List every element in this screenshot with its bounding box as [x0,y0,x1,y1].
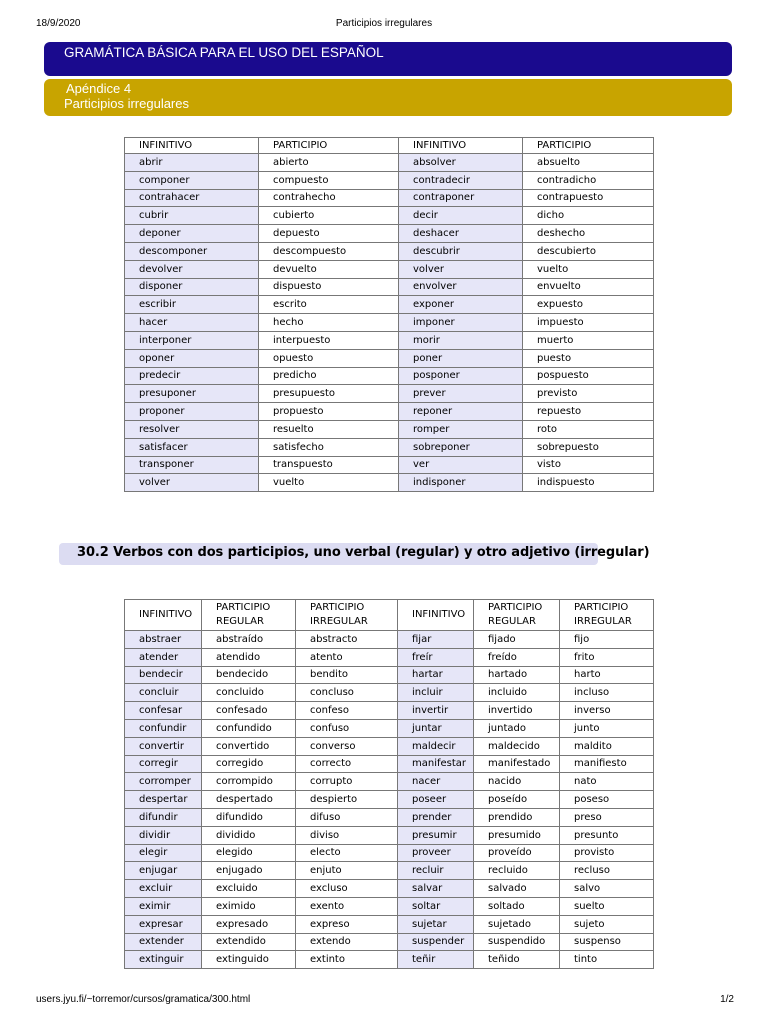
table-row [125,933,654,951]
table-cell: puesto [523,349,654,367]
table-row [125,189,654,207]
table-row [125,171,654,189]
table-cell: abierto [259,154,399,172]
table-cell: enjugar [125,862,202,880]
table-cell: descubierto [523,242,654,260]
table-cell: convertir [125,737,202,755]
table-cell: visto [523,456,654,474]
table-cell: corrompido [202,773,296,791]
table-cell: reponer [399,403,523,421]
column-header [125,138,259,154]
appendix-banner [44,79,732,116]
table-cell: recluso [560,862,654,880]
table-cell: oponer [125,349,259,367]
table-cell: concluso [296,684,398,702]
table-cell: sujeto [560,915,654,933]
section-heading-text: 30.2 Verbos con dos participios, uno verbal (regular) y otro adjetivo (irregular) [77,545,650,560]
table-cell: harto [560,666,654,684]
table-cell: correcto [296,755,398,773]
table-cell: corregir [125,755,202,773]
column-header-text: INFINITIVO [139,140,193,151]
table-cell: recluir [398,862,474,880]
table-cell: extendo [296,933,398,951]
table-cell: depuesto [259,225,399,243]
table-cell: manifestado [474,755,560,773]
table-cell: sujetado [474,915,560,933]
table-cell: excluso [296,880,398,898]
table-cell: poseso [560,791,654,809]
table-cell: morir [399,331,523,349]
table-cell: deshacer [399,225,523,243]
table-row [125,808,654,826]
table-cell: ver [399,456,523,474]
table-cell: deshecho [523,225,654,243]
table-cell: freído [474,648,560,666]
table-cell: elegir [125,844,202,862]
appendix-number: Apéndice 4 [66,81,132,96]
table-row [125,225,654,243]
table-row [125,862,654,880]
table-cell: suspendido [474,933,560,951]
table-cell: concluido [202,684,296,702]
table-cell: sujetar [398,915,474,933]
table-cell: eximido [202,897,296,915]
column-header-text: PARTICIPIO [574,602,629,613]
table-cell: confesado [202,702,296,720]
print-title: Participios irregulares [335,18,433,29]
table-cell: soltar [398,897,474,915]
table-cell: juntado [474,719,560,737]
table-cell: poseído [474,791,560,809]
double-participles-table [124,599,654,969]
table-cell: disponer [125,278,259,296]
print-header [0,18,768,32]
table-cell: contrahecho [259,189,399,207]
table-cell: enjuto [296,862,398,880]
column-header-text: IRREGULAR [310,616,368,627]
table-cell: suspenso [560,933,654,951]
irregular-participles-table [124,137,654,492]
table-cell: hartado [474,666,560,684]
table-cell: teñido [474,951,560,969]
column-header-text: PARTICIPIO [537,140,592,151]
table-cell: dicho [523,207,654,225]
table-row [125,296,654,314]
table-cell: indispuesto [523,474,654,492]
table-cell: preso [560,808,654,826]
table-row [125,367,654,385]
table-header-row [125,138,654,154]
table-row [125,915,654,933]
table-cell: interpuesto [259,331,399,349]
table-cell: invertir [398,702,474,720]
table-cell: escrito [259,296,399,314]
table-cell: confuso [296,719,398,737]
table-cell: devolver [125,260,259,278]
column-header-text: REGULAR [216,616,264,627]
table-cell: indisponer [399,474,523,492]
table-row [125,897,654,915]
table-cell: maldito [560,737,654,755]
table-cell: maldecido [474,737,560,755]
table-cell: muerto [523,331,654,349]
table-cell: suspender [398,933,474,951]
column-header [474,600,560,631]
table-row [125,826,654,844]
table-cell: satisfecho [259,438,399,456]
table-cell: contraponer [399,189,523,207]
table-cell: proveer [398,844,474,862]
column-header-text: INFINITIVO [139,609,193,620]
table-row [125,420,654,438]
table-cell: imponer [399,314,523,332]
book-title-banner [44,42,732,76]
table-cell: opuesto [259,349,399,367]
table-cell: enjugado [202,862,296,880]
table-cell: descubrir [399,242,523,260]
table-row [125,154,654,172]
table-row [125,278,654,296]
table-cell: nacer [398,773,474,791]
table-cell: despertado [202,791,296,809]
table-cell: abrir [125,154,259,172]
column-header [399,138,523,154]
table-row [125,474,654,492]
table-cell: vuelto [523,260,654,278]
table-cell: cubierto [259,207,399,225]
table-row [125,331,654,349]
table-row [125,791,654,809]
table-cell: incluir [398,684,474,702]
table-cell: difundido [202,808,296,826]
table-cell: salvar [398,880,474,898]
table-cell: recluido [474,862,560,880]
table-cell: resuelto [259,420,399,438]
column-header-text: PARTICIPIO [216,602,271,613]
table-cell: confesar [125,702,202,720]
table-cell: incluido [474,684,560,702]
table-row [125,631,654,649]
table-cell: atendido [202,648,296,666]
table-cell: eximir [125,897,202,915]
table-row [125,755,654,773]
column-header [125,600,202,631]
table-cell: bendecir [125,666,202,684]
table-cell: excluir [125,880,202,898]
table-cell: presumido [474,826,560,844]
table-cell: volver [125,474,259,492]
table-cell: electo [296,844,398,862]
table-cell: poner [399,349,523,367]
table-cell: envuelto [523,278,654,296]
table-cell: excluido [202,880,296,898]
column-header-text: IRREGULAR [574,616,632,627]
table-cell: despertar [125,791,202,809]
table-cell: elegido [202,844,296,862]
table-cell: escribir [125,296,259,314]
table-cell: corregido [202,755,296,773]
table-row [125,456,654,474]
table-cell: difuso [296,808,398,826]
table-cell: manifiesto [560,755,654,773]
table-cell: extender [125,933,202,951]
table-cell: difundir [125,808,202,826]
column-header [202,600,296,631]
table-cell: teñir [398,951,474,969]
table-cell: prendido [474,808,560,826]
table-cell: expresado [202,915,296,933]
table-cell: repuesto [523,403,654,421]
column-header-text: INFINITIVO [412,609,466,620]
table-cell: envolver [399,278,523,296]
table-row [125,260,654,278]
book-title: GRAMÁTICA BÁSICA PARA EL USO DEL ESPAÑOL [64,45,384,60]
table-cell: maldecir [398,737,474,755]
table-cell: abstraído [202,631,296,649]
column-header [296,600,398,631]
table-cell: dividir [125,826,202,844]
table-cell: hacer [125,314,259,332]
table-cell: predicho [259,367,399,385]
table-cell: expresar [125,915,202,933]
table-cell: extendido [202,933,296,951]
column-header [560,600,654,631]
table-cell: junto [560,719,654,737]
table-row [125,314,654,332]
table-cell: volver [399,260,523,278]
table-row [125,403,654,421]
table-cell: previsto [523,385,654,403]
table-row [125,438,654,456]
table-cell: corromper [125,773,202,791]
table-cell: predecir [125,367,259,385]
print-date: 18/9/2020 [36,18,81,29]
table-header-row [125,600,654,631]
table-cell: inverso [560,702,654,720]
table-cell: extinguir [125,951,202,969]
table-cell: absolver [399,154,523,172]
table-cell: presumir [398,826,474,844]
table-cell: diviso [296,826,398,844]
table-row [125,207,654,225]
table-cell: exento [296,897,398,915]
table-cell: frito [560,648,654,666]
table-cell: bendecido [202,666,296,684]
print-url: users.jyu.fi/~torremor/cursos/gramatica/300.html [36,994,251,1005]
column-header-text: INFINITIVO [413,140,467,151]
column-header [398,600,474,631]
table-cell: proveído [474,844,560,862]
table-cell: resolver [125,420,259,438]
table-cell: manifestar [398,755,474,773]
table-row [125,737,654,755]
table-cell: presupuesto [259,385,399,403]
table-cell: confundir [125,719,202,737]
table-cell: sobrepuesto [523,438,654,456]
table-cell: incluso [560,684,654,702]
table-cell: proponer [125,403,259,421]
table-cell: sobreponer [399,438,523,456]
table-cell: salvado [474,880,560,898]
table-cell: satisfacer [125,438,259,456]
table-cell: hecho [259,314,399,332]
table-row [125,349,654,367]
table-cell: impuesto [523,314,654,332]
table-cell: romper [399,420,523,438]
table-cell: contradicho [523,171,654,189]
table-cell: componer [125,171,259,189]
table-cell: propuesto [259,403,399,421]
table-row [125,844,654,862]
table-cell: vuelto [259,474,399,492]
table-row [125,385,654,403]
table-cell: converso [296,737,398,755]
table-cell: fijado [474,631,560,649]
table-cell: invertido [474,702,560,720]
column-header [523,138,654,154]
table-cell: dispuesto [259,278,399,296]
table-cell: hartar [398,666,474,684]
section-heading [59,543,650,565]
table-row [125,880,654,898]
table-cell: presuponer [125,385,259,403]
table-cell: descomponer [125,242,259,260]
table-cell: transpuesto [259,456,399,474]
table-cell: absuelto [523,154,654,172]
table-row [125,773,654,791]
table-cell: exponer [399,296,523,314]
table-cell: bendito [296,666,398,684]
table-cell: contrahacer [125,189,259,207]
table-cell: pospuesto [523,367,654,385]
table-cell: deponer [125,225,259,243]
table-cell: juntar [398,719,474,737]
table-cell: nato [560,773,654,791]
column-header-text: PARTICIPIO [273,140,328,151]
table-cell: abstraer [125,631,202,649]
table-cell: atento [296,648,398,666]
table-cell: confeso [296,702,398,720]
table-cell: prender [398,808,474,826]
table-cell: contrapuesto [523,189,654,207]
table-cell: extinto [296,951,398,969]
table-row [125,951,654,969]
table-cell: roto [523,420,654,438]
table-cell: soltado [474,897,560,915]
table-cell: presunto [560,826,654,844]
table-cell: suelto [560,897,654,915]
table-cell: provisto [560,844,654,862]
table-row [125,719,654,737]
table-cell: abstracto [296,631,398,649]
table-cell: concluir [125,684,202,702]
table-row [125,684,654,702]
table-cell: salvo [560,880,654,898]
table-cell: expreso [296,915,398,933]
table-cell: transponer [125,456,259,474]
column-header-text: PARTICIPIO [488,602,543,613]
table-cell: extinguido [202,951,296,969]
table-cell: corrupto [296,773,398,791]
appendix-title: Participios irregulares [64,96,189,111]
table-cell: contradecir [399,171,523,189]
table-cell: cubrir [125,207,259,225]
table-cell: convertido [202,737,296,755]
table-cell: dividido [202,826,296,844]
table-cell: descompuesto [259,242,399,260]
table-cell: interponer [125,331,259,349]
table-cell: fijo [560,631,654,649]
page-number: 1/2 [720,994,734,1005]
table-cell: nacido [474,773,560,791]
table-cell: fijar [398,631,474,649]
table-cell: expuesto [523,296,654,314]
column-header-text: PARTICIPIO [310,602,365,613]
table-cell: atender [125,648,202,666]
table-cell: confundido [202,719,296,737]
table-row [125,702,654,720]
table-cell: despierto [296,791,398,809]
column-header [259,138,399,154]
table-cell: decir [399,207,523,225]
table-cell: devuelto [259,260,399,278]
column-header-text: REGULAR [488,616,536,627]
table-row [125,666,654,684]
table-cell: poseer [398,791,474,809]
table-cell: compuesto [259,171,399,189]
table-row [125,648,654,666]
table-cell: tinto [560,951,654,969]
table-cell: prever [399,385,523,403]
table-cell: posponer [399,367,523,385]
table-row [125,242,654,260]
table-cell: freír [398,648,474,666]
